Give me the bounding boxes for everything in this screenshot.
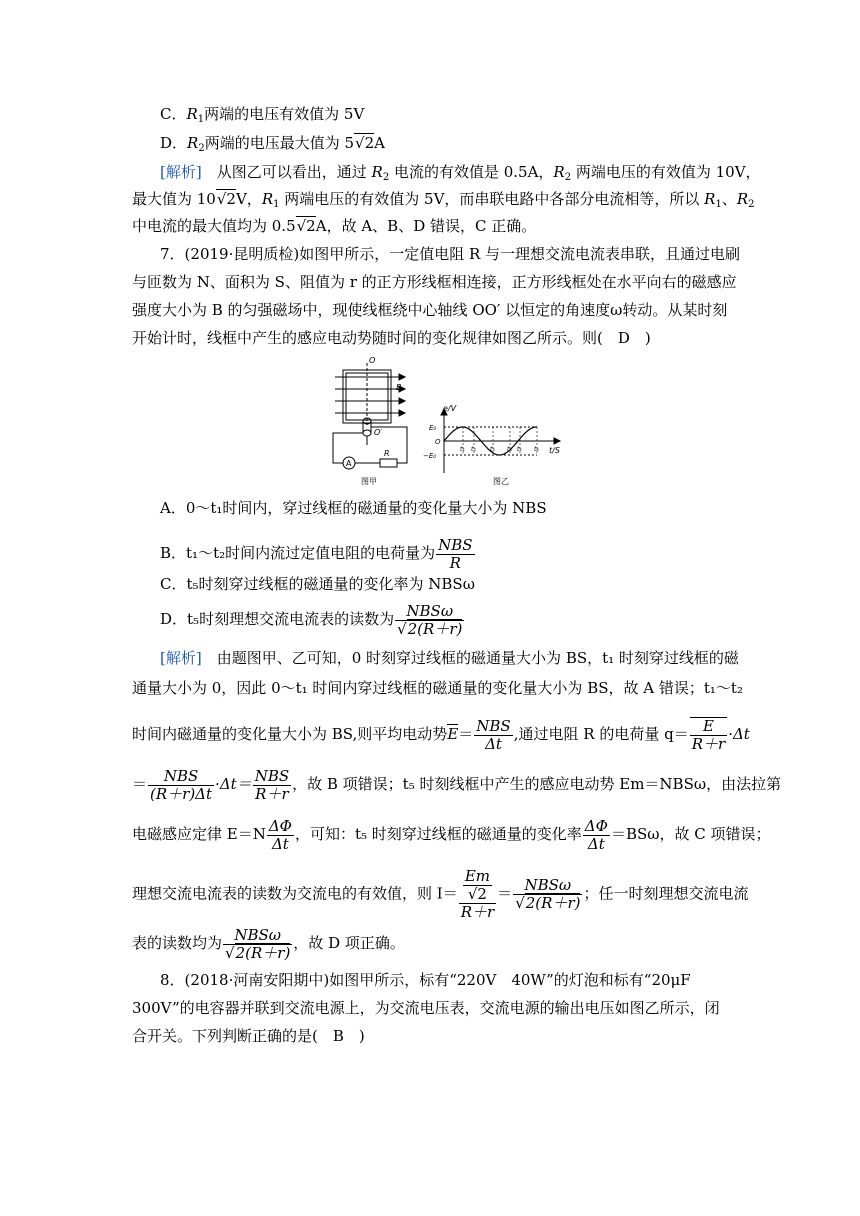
circuit-and-graph — [325, 355, 565, 490]
label-origin: O — [435, 438, 441, 446]
label-ammeter: A — [346, 459, 352, 468]
solution-7-line-7: 表的读数均为 $\frac{\text{NBSω}}{√2(R+r)}$ ，故 D 项正确。 — [132, 925, 405, 962]
question-7-line-3: 强度大小为 B 的匀强磁场中，现使线框绕中心轴线 OO′ 以恒定的角速度ω转动。从某时刻 — [132, 301, 728, 319]
question-7-line-2: 与匝数为 N、面积为 S、阻值为 r 的正方形线框相连接，正方形线框处在水平向右的磁感应 — [132, 273, 737, 291]
question-8-line-1: 8．(2018·河南安阳期中)如图甲所示，标有“220V 40W”的灯泡和标有“20μF — [160, 971, 691, 989]
solution-7-line-6: 理想交流电流表的读数为交流电的有效值，则 I＝ $\frac{\frac{Em}{√2}}{R+r}$ ＝ $\frac{\text{NBSω}}{√2(R+r)}$ ；任一时刻理想交流电流 — [132, 867, 749, 921]
solution-tag: [解析] — [160, 163, 202, 181]
label-o-top: O — [369, 356, 376, 365]
label-resistor: R — [384, 449, 390, 458]
question-7-line-4: 开始计时，线框中产生的感应电动势随时间的变化规律如图乙所示。则( D ) — [132, 329, 651, 347]
label-o-prime: O′ — [374, 428, 383, 437]
axis-y-label: e/V — [443, 404, 457, 413]
option-7c: C．t₅时刻穿过线框的磁通量的变化率为 NBSω — [160, 575, 475, 593]
option-7b: B．t₁～t₂时间内流过定值电阻的电荷量为 $\frac{\text{NBS}}{R}$ — [160, 535, 473, 572]
solution-6-line-2: 最大值为 10√2V，$R_1$ 两端电压的有效值为 5V，而串联电路中各部分电流相等，所以 $R_1$、$R_2$ — [132, 190, 755, 210]
tick-label-t4: t₄ — [507, 446, 512, 453]
axis-x-label: t/S — [549, 446, 560, 455]
question-7-line-1: 7．(2019·昆明质检)如图甲所示，一定值电阻 R 与一理想交流电流表串联，且通过电刷 — [160, 245, 741, 263]
tick-label-t6: t₆ — [534, 446, 539, 453]
tick-label-t2: t₂ — [471, 446, 476, 453]
caption-right: 图乙 — [493, 477, 509, 486]
tick-label-t3: t₃ — [490, 446, 495, 453]
question-8-line-3: 合开关。下列判断正确的是( B ) — [132, 1027, 365, 1045]
solution-7-line-1: [解析] 由题图甲、乙可知，0 时刻穿过线框的磁通量大小为 BS，t₁ 时刻穿过线框的磁 — [160, 649, 739, 667]
tick-label-t1: t₁ — [460, 446, 465, 453]
solution-6-line-1: [解析] 从图乙可以看出，通过 $R_2$ 电流的有效值是 0.5A，$R_2$ 两端电压的有效值为 10V， — [160, 163, 761, 183]
option-6d: D．$R_2$两端的电压最大值为 5√2A — [160, 134, 385, 154]
label-neg-e0: −E₀ — [423, 452, 437, 460]
option-7d: D．t₅时刻理想交流电流表的读数为 $\frac{\text{NBSω}}{√2(R+r)}$ — [160, 601, 463, 638]
label-b: B — [396, 383, 402, 392]
emf-graph — [441, 409, 560, 473]
label-e0: E₀ — [429, 424, 437, 432]
solution-6-line-3: 中电流的最大值均为 0.5√2A，故 A、B、D 错误，C 正确。 — [132, 217, 537, 235]
question-8-line-2: 300V”的电容器并联到交流电源上，为交流电压表，交流电源的输出电压如图乙所示，闭 — [132, 999, 720, 1017]
solution-7-line-5: 电磁感应定律 E＝N $\frac{\Delta\Phi}{\Delta t}$ ，可知：t₅ 时刻穿过线框的磁通量的变化率 $\frac{\Delta\Phi}{\Delta t}$ ＝BSω，故 C 项错误； — [132, 816, 771, 853]
option-6c: C．$R_1$两端的电压有效值为 5V — [160, 105, 365, 125]
question-7-figure — [325, 355, 565, 490]
solution-7-line-3: 时间内磁通量的变化量大小为 BS,则平均电动势E＝ $\frac{\text{NBS}}{\Delta t}$ ,通过电阻 R 的电荷量 q＝ $\frac{E}{R+r}$ ·Δt — [132, 716, 750, 753]
solution-7-line-2: 通量大小为 0，因此 0～t₁ 时间内穿过线框的磁通量的变化量大小为 BS，故 A 错误；t₁～t₂ — [132, 679, 743, 697]
solution-7-line-4: ＝ $\frac{\text{NBS}}{(R+r)\Delta t}$ ·Δt＝ $\frac{\text{NBS}}{R+r}$ ，故 B 项错误；t₅ 时刻线框中产生的感应电动势 Em＝NBSω，由法拉第 — [132, 766, 782, 803]
caption-left: 图甲 — [361, 477, 377, 486]
coil-frame — [333, 363, 407, 469]
tick-label-t5: t₅ — [517, 446, 522, 453]
option-7a: A．0～t₁时间内，穿过线框的磁通量的变化量大小为 NBS — [160, 499, 547, 517]
